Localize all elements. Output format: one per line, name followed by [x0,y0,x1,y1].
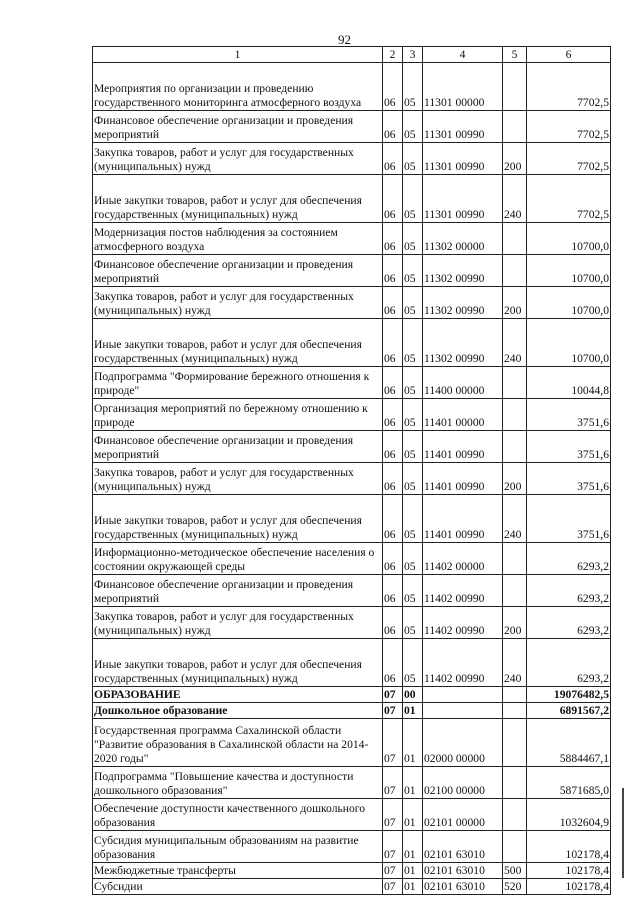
row-target-article-cell: 11400 00000 [423,367,503,399]
row-name-cell: Субсидии [93,879,383,895]
row-section-cell: 06 [383,319,403,367]
row-name-cell: Организация мероприятий по бережному отношению к природе [93,399,383,431]
row-expense-type-cell [503,575,527,607]
row-subsection-cell: 05 [403,143,423,175]
row-name-cell: Подпрограмма "Повышение качества и доступности дошкольного образования" [93,767,383,799]
row-target-article-cell: 11401 00990 [423,495,503,543]
row-expense-type-cell [503,703,527,719]
row-section-cell: 06 [383,607,403,639]
row-target-article-cell: 11401 00990 [423,431,503,463]
row-amount-cell: 3751,6 [527,495,611,543]
table-row [93,287,611,319]
row-subsection-cell: 05 [403,607,423,639]
row-section-cell: 06 [383,431,403,463]
row-name-cell: Подпрограмма "Формирование бережного отношения к природе" [93,367,383,399]
header-row [93,47,611,63]
row-amount-cell: 102178,4 [527,879,611,895]
row-amount-cell: 10700,0 [527,287,611,319]
row-subsection-cell: 05 [403,223,423,255]
row-target-article-cell: 02000 00000 [423,719,503,767]
table-row [93,399,611,431]
row-name-cell: Закупка товаров, работ и услуг для государственных (муниципальных) нужд [93,287,383,319]
row-section-cell: 06 [383,367,403,399]
header-col-4: 4 [423,47,503,63]
table-row [93,495,611,543]
row-name-cell: Закупка товаров, работ и услуг для государственных (муниципальных) нужд [93,463,383,495]
table-row [93,703,611,719]
row-name-cell: ОБРАЗОВАНИЕ [93,687,383,703]
row-subsection-cell: 05 [403,463,423,495]
row-amount-cell: 102178,4 [527,863,611,879]
table-row [93,431,611,463]
row-target-article-cell: 11302 00000 [423,223,503,255]
row-name-cell: Финансовое обеспечение организации и проведения мероприятий [93,575,383,607]
row-subsection-cell: 05 [403,287,423,319]
row-target-article-cell: 11402 00990 [423,575,503,607]
row-expense-type-cell [503,111,527,143]
row-amount-cell: 5871685,0 [527,767,611,799]
row-subsection-cell: 01 [403,799,423,831]
row-section-cell: 06 [383,111,403,143]
table-row [93,111,611,143]
table-row [93,639,611,687]
row-target-article-cell: 02101 63010 [423,863,503,879]
row-section-cell: 06 [383,143,403,175]
row-name-cell: Обеспечение доступности качественного дошкольного образования [93,799,383,831]
row-subsection-cell: 05 [403,367,423,399]
row-subsection-cell: 05 [403,639,423,687]
table-row [93,831,611,863]
row-target-article-cell: 11402 00000 [423,543,503,575]
row-section-cell: 06 [383,495,403,543]
row-amount-cell: 6293,2 [527,543,611,575]
header-col-5: 5 [503,47,527,63]
row-target-article-cell: 11301 00990 [423,175,503,223]
row-name-cell: Иные закупки товаров, работ и услуг для обеспечения государственных (муниципальных) нужд [93,319,383,367]
row-target-article-cell: 11301 00990 [423,143,503,175]
header-col-3: 3 [403,47,423,63]
row-name-cell: Иные закупки товаров, работ и услуг для обеспечения государственных (муниципальных) нужд [93,639,383,687]
row-section-cell: 06 [383,287,403,319]
row-subsection-cell: 00 [403,687,423,703]
row-expense-type-cell: 200 [503,607,527,639]
row-target-article-cell: 11302 00990 [423,319,503,367]
row-target-article-cell: 02101 63010 [423,879,503,895]
row-name-cell: Закупка товаров, работ и услуг для государственных (муниципальных) нужд [93,607,383,639]
row-target-article-cell: 11302 00990 [423,255,503,287]
row-section-cell: 07 [383,879,403,895]
table-row [93,319,611,367]
table-row [93,719,611,767]
row-target-article-cell: 11401 00000 [423,399,503,431]
row-expense-type-cell: 200 [503,143,527,175]
header-col-6: 6 [527,47,611,63]
row-name-cell: Иные закупки товаров, работ и услуг для обеспечения государственных (муниципальных) нужд [93,495,383,543]
table-row [93,463,611,495]
row-subsection-cell: 05 [403,431,423,463]
row-amount-cell: 1032604,9 [527,799,611,831]
row-target-article-cell: 11301 00990 [423,111,503,143]
row-name-cell: Мероприятия по организации и проведению государственного мониторинга атмосферного воздуха [93,63,383,111]
row-section-cell: 07 [383,703,403,719]
row-section-cell: 06 [383,399,403,431]
row-amount-cell: 6293,2 [527,575,611,607]
table-row [93,63,611,111]
row-target-article-cell: 11302 00990 [423,287,503,319]
row-expense-type-cell: 240 [503,319,527,367]
row-subsection-cell: 01 [403,719,423,767]
row-expense-type-cell [503,767,527,799]
row-name-cell: Финансовое обеспечение организации и проведения мероприятий [93,255,383,287]
row-name-cell: Информационно-методическое обеспечение населения о состоянии окружающей среды [93,543,383,575]
table-row [93,767,611,799]
row-subsection-cell: 01 [403,767,423,799]
row-expense-type-cell: 240 [503,175,527,223]
row-target-article-cell: 11401 00990 [423,463,503,495]
table-row [93,687,611,703]
row-expense-type-cell: 520 [503,879,527,895]
row-target-article-cell: 11402 00990 [423,639,503,687]
row-section-cell: 06 [383,63,403,111]
table-row [93,223,611,255]
row-expense-type-cell: 240 [503,495,527,543]
row-subsection-cell: 01 [403,879,423,895]
row-amount-cell: 6293,2 [527,639,611,687]
row-amount-cell: 10700,0 [527,319,611,367]
row-name-cell: Государственная программа Сахалинской области "Развитие образования в Сахалинской области на 2014-2020 годы" [93,719,383,767]
table-row [93,863,611,879]
row-target-article-cell: 02101 00000 [423,799,503,831]
row-name-cell: Дошкольное образование [93,703,383,719]
header-col-1: 1 [93,47,383,63]
table-row [93,255,611,287]
table-row [93,879,611,895]
page-number: 92 [338,32,351,47]
table-row [93,543,611,575]
row-subsection-cell: 05 [403,175,423,223]
table-row [93,607,611,639]
row-amount-cell: 7702,5 [527,143,611,175]
row-subsection-cell: 05 [403,255,423,287]
table-body [93,63,611,895]
row-name-cell: Межбюджетные трансферты [93,863,383,879]
row-section-cell: 06 [383,175,403,223]
row-target-article-cell: 02100 00000 [423,767,503,799]
row-subsection-cell: 05 [403,111,423,143]
row-expense-type-cell [503,687,527,703]
row-amount-cell: 19076482,5 [527,687,611,703]
row-subsection-cell: 05 [403,495,423,543]
row-amount-cell: 3751,6 [527,431,611,463]
row-expense-type-cell [503,367,527,399]
row-name-cell: Финансовое обеспечение организации и проведения мероприятий [93,431,383,463]
row-name-cell: Финансовое обеспечение организации и проведения мероприятий [93,111,383,143]
row-section-cell: 07 [383,719,403,767]
row-expense-type-cell: 240 [503,639,527,687]
row-amount-cell: 10700,0 [527,223,611,255]
row-name-cell: Модернизация постов наблюдения за состоянием атмосферного воздуха [93,223,383,255]
row-expense-type-cell: 500 [503,863,527,879]
row-section-cell: 07 [383,767,403,799]
row-section-cell: 07 [383,687,403,703]
row-amount-cell: 7702,5 [527,111,611,143]
row-section-cell: 06 [383,223,403,255]
row-section-cell: 06 [383,463,403,495]
row-subsection-cell: 01 [403,831,423,863]
row-expense-type-cell [503,831,527,863]
row-amount-cell: 7702,5 [527,63,611,111]
row-expense-type-cell [503,543,527,575]
row-amount-cell: 6891567,2 [527,703,611,719]
row-subsection-cell: 05 [403,319,423,367]
row-expense-type-cell: 200 [503,287,527,319]
row-amount-cell: 3751,6 [527,399,611,431]
row-expense-type-cell [503,719,527,767]
row-target-article-cell [423,687,503,703]
row-section-cell: 06 [383,255,403,287]
row-amount-cell: 102178,4 [527,831,611,863]
row-name-cell: Закупка товаров, работ и услуг для государственных (муниципальных) нужд [93,143,383,175]
row-target-article-cell: 11301 00000 [423,63,503,111]
margin-mark [622,788,624,878]
row-expense-type-cell [503,255,527,287]
row-expense-type-cell [503,223,527,255]
row-amount-cell: 6293,2 [527,607,611,639]
row-section-cell: 07 [383,863,403,879]
row-name-cell: Иные закупки товаров, работ и услуг для обеспечения государственных (муниципальных) нужд [93,175,383,223]
row-section-cell: 07 [383,799,403,831]
row-subsection-cell: 05 [403,399,423,431]
table-row [93,799,611,831]
row-section-cell: 06 [383,543,403,575]
table-row [93,143,611,175]
row-target-article-cell [423,703,503,719]
row-section-cell: 07 [383,831,403,863]
row-section-cell: 06 [383,639,403,687]
row-subsection-cell: 01 [403,863,423,879]
row-target-article-cell: 02101 63010 [423,831,503,863]
row-amount-cell: 5884467,1 [527,719,611,767]
table-row [93,367,611,399]
row-subsection-cell: 05 [403,63,423,111]
row-name-cell: Субсидия муниципальным образованиям на развитие образования [93,831,383,863]
row-target-article-cell: 11402 00990 [423,607,503,639]
row-amount-cell: 3751,6 [527,463,611,495]
row-subsection-cell: 05 [403,543,423,575]
row-amount-cell: 10044,8 [527,367,611,399]
row-amount-cell: 7702,5 [527,175,611,223]
row-subsection-cell: 05 [403,575,423,607]
row-expense-type-cell [503,431,527,463]
table-row [93,175,611,223]
row-expense-type-cell: 200 [503,463,527,495]
table-row [93,575,611,607]
row-expense-type-cell [503,63,527,111]
row-amount-cell: 10700,0 [527,255,611,287]
row-subsection-cell: 01 [403,703,423,719]
row-expense-type-cell [503,799,527,831]
row-section-cell: 06 [383,575,403,607]
header-col-2: 2 [383,47,403,63]
budget-table [92,46,611,895]
row-expense-type-cell [503,399,527,431]
